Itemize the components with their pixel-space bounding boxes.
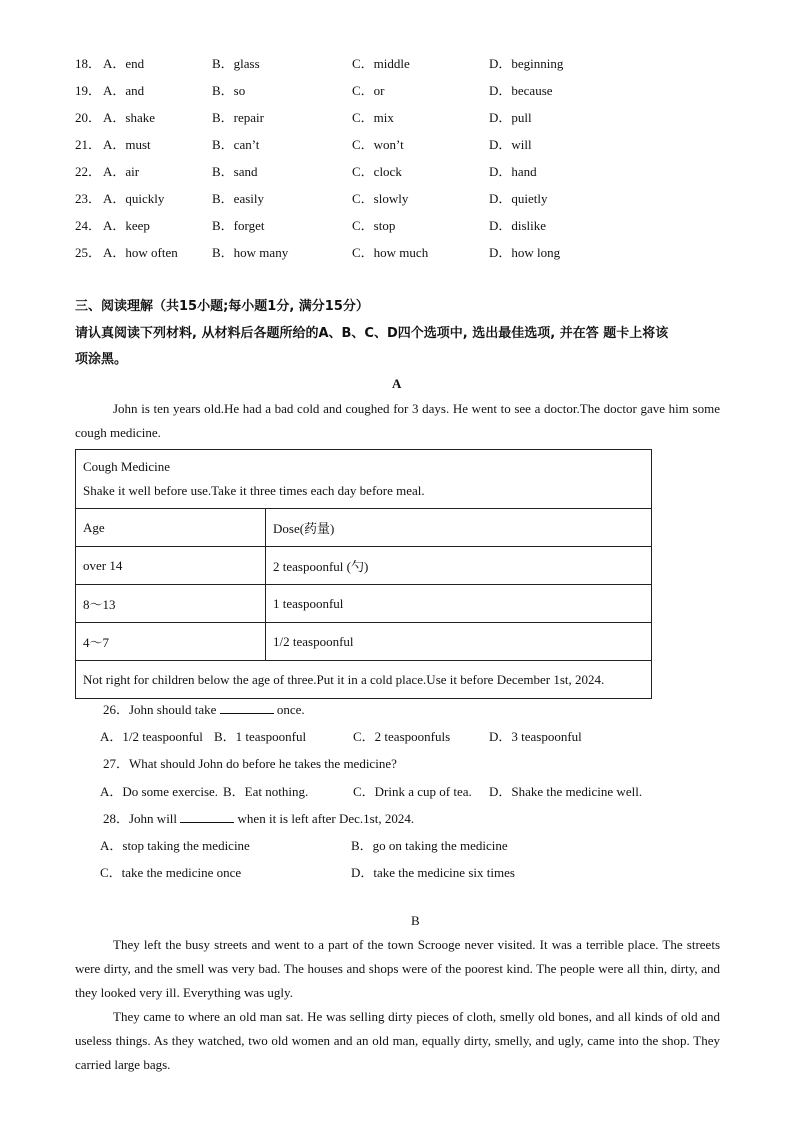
q26-option-a: A．1/2 teaspoonful <box>100 729 203 744</box>
option-a: A．must <box>103 137 151 152</box>
q28-option-c: C．take the medicine once <box>100 865 242 880</box>
option-d: D．because <box>489 83 553 98</box>
option-a: A．quickly <box>103 191 165 206</box>
option-a: A．how often <box>103 245 178 260</box>
option-d: D．hand <box>489 164 537 179</box>
option-d: D．pull <box>489 110 532 125</box>
medicine-table <box>75 449 652 699</box>
option-d: D．how long <box>489 245 561 260</box>
passage-b-para2: They came to where an old man sat. He was selling dirty pieces of cloth, smelly old bones, and all kinds of old and useless things. As they watched, two old women and an old man, equally dirty, smelly, and ugly, came into the shop. They carried large bags. <box>75 1009 720 1072</box>
option-d: D．will <box>489 137 532 152</box>
question-number: 24． <box>75 218 102 233</box>
passage-b-para1: They left the busy streets and went to a part of the town Scrooge never visited. It was a terrible place. The streets were dirty, and the smell was very bad. The houses and shops were of the poorest kind. The people were all thin, dirty, and they looked very ill. Everything was ugly. <box>75 937 720 1000</box>
option-c: C．slowly <box>352 191 409 206</box>
option-c: C．or <box>352 83 385 98</box>
option-b: B．sand <box>212 164 258 179</box>
row-age: 8～13 <box>76 585 266 623</box>
option-b: B．can’t <box>212 137 260 152</box>
passage-a-text: John is ten years old.He had a bad cold and coughed for 3 days. He went to see a doctor.The doctor gave him some cough medicine. <box>75 401 720 440</box>
medicine-instruction: Shake it well before use.Take it three times each day before meal. <box>83 483 425 498</box>
option-a: A．and <box>103 83 145 98</box>
option-b: B．so <box>212 83 246 98</box>
medicine-note: Not right for children below the age of three.Put it in a cold place.Use it before December 1st, 2024. <box>76 661 652 699</box>
option-c: C．stop <box>352 218 396 233</box>
question-27-stem: 27．What should John do before he takes the medicine? <box>103 756 397 771</box>
option-c: C．clock <box>352 164 402 179</box>
question-26-stem: 26．John should take once. <box>103 702 305 717</box>
q27-option-a: A．Do some exercise. <box>100 784 219 799</box>
question-number: 23． <box>75 191 102 206</box>
question-number: 22． <box>75 164 102 179</box>
answer-blank <box>220 701 274 714</box>
header-dose: Dose(药量) <box>266 509 652 547</box>
section-instruction-line1: 请认真阅读下列材料, 从材料后各题所给的A、B、C、D四个选项中, 选出最佳选项, 并在答 题卡上将该 <box>75 326 669 341</box>
q27-option-d: D．Shake the medicine well. <box>489 784 643 799</box>
option-a: A．end <box>103 56 145 71</box>
q28-option-b: B．go on taking the medicine <box>351 838 508 853</box>
q27-option-c: C．Drink a cup of tea. <box>353 784 472 799</box>
option-d: D．quietly <box>489 191 548 206</box>
question-number: 18． <box>75 56 102 71</box>
option-a: A．air <box>103 164 140 179</box>
option-c: C．won’t <box>352 137 404 152</box>
passage-b-label: B <box>411 913 420 928</box>
table-row <box>76 547 652 585</box>
question-28-stem: 28．John will when it is left after Dec.1st, 2024. <box>103 811 415 826</box>
option-d: D．dislike <box>489 218 547 233</box>
option-d: D．beginning <box>489 56 564 71</box>
q26-option-d: D．3 teaspoonful <box>489 729 582 744</box>
medicine-title: Cough Medicine <box>83 459 171 474</box>
section-instruction-line2: 项涂黑。 <box>75 352 128 367</box>
q28-option-a: A．stop taking the medicine <box>100 838 250 853</box>
row-dose: 1/2 teaspoonful <box>266 623 652 661</box>
table-row <box>76 585 652 623</box>
question-number: 21． <box>75 137 102 152</box>
table-row <box>76 623 652 661</box>
row-age: over 14 <box>76 547 266 585</box>
option-c: C．middle <box>352 56 410 71</box>
option-b: B．glass <box>212 56 260 71</box>
header-age: Age <box>76 509 266 547</box>
question-number: 25． <box>75 245 102 260</box>
option-b: B．how many <box>212 245 289 260</box>
option-b: B．forget <box>212 218 265 233</box>
medicine-table-intro <box>76 450 652 509</box>
q27-option-b: B．Eat nothing. <box>223 784 309 799</box>
q26-option-b: B．1 teaspoonful <box>214 729 307 744</box>
row-age: 4～7 <box>76 623 266 661</box>
section-title: 三、阅读理解（共15小题;每小题1分, 满分15分） <box>75 299 369 314</box>
option-a: A．keep <box>103 218 150 233</box>
option-c: C．mix <box>352 110 394 125</box>
answer-blank <box>180 810 234 823</box>
option-b: B．easily <box>212 191 264 206</box>
passage-a-label: A <box>392 376 402 391</box>
option-b: B．repair <box>212 110 264 125</box>
option-c: C．how much <box>352 245 429 260</box>
question-number: 19． <box>75 83 102 98</box>
option-a: A．shake <box>103 110 155 125</box>
q28-option-d: D．take the medicine six times <box>351 865 515 880</box>
row-dose: 2 teaspoonful (勺) <box>266 547 652 585</box>
question-number: 20． <box>75 110 102 125</box>
row-dose: 1 teaspoonful <box>266 585 652 623</box>
q26-option-c: C．2 teaspoonfuls <box>353 729 451 744</box>
